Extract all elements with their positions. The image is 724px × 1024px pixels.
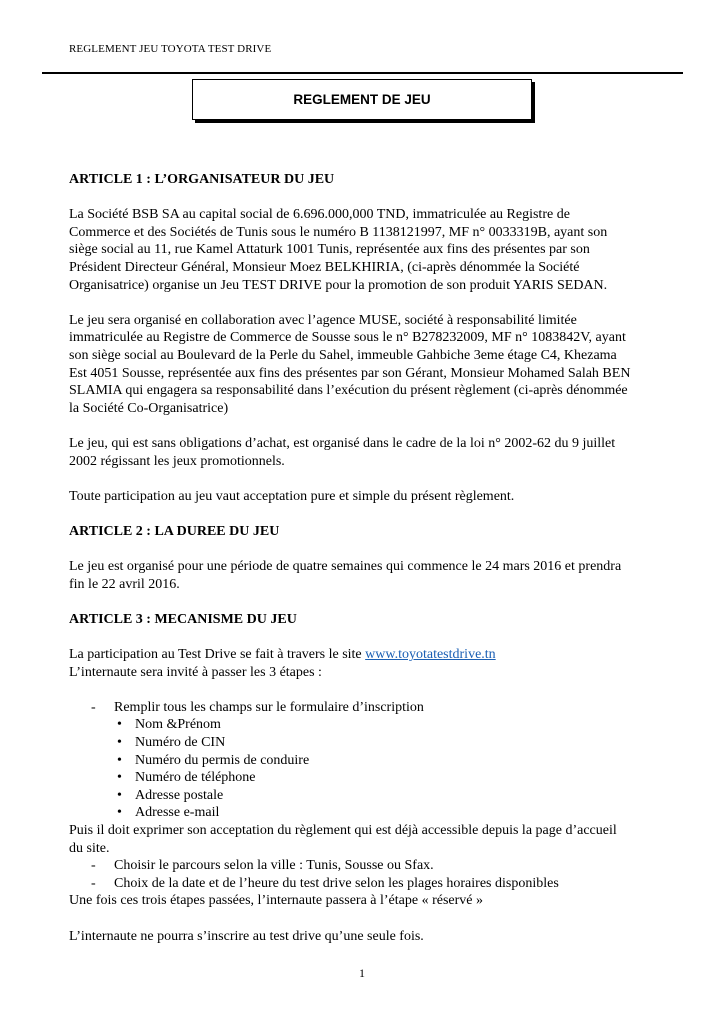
article1-heading: ARTICLE 1 : L’ORGANISATEUR DU JEU: [69, 172, 335, 187]
step-text: Choix de la date et de l’heure du test drive selon les plages horaires disponibles: [114, 875, 559, 891]
bullet-icon: •: [117, 770, 122, 786]
text-line: Le jeu est organisé pour une période de quatre semaines qui commence le 24 mars 2016 et prendra: [69, 559, 622, 575]
dash-marker: -: [91, 858, 96, 874]
article3-intro: [69, 646, 659, 681]
bullet-icon: •: [117, 805, 122, 821]
text-line: SLAMIA qui engagera sa responsabilité dans l’exécution du présent règlement (ci-après dénommée: [69, 383, 628, 399]
list-item: [117, 734, 659, 752]
title-box: [192, 79, 532, 120]
article1-paragraph-1: [69, 206, 659, 294]
text-line: immatriculée au Registre de Commerce de Sousse sous le n° B278232009, MF n° 1083842V, ayant: [69, 330, 626, 346]
bullet-icon: •: [117, 752, 122, 768]
closing-line-1: Une fois ces trois étapes passées, l’internaute passera à l’étape « réservé »: [69, 893, 483, 909]
step-1: [91, 699, 659, 717]
text-line: Le jeu sera organisé en collaboration avec l’agence MUSE, société à responsabilité limitée: [69, 312, 577, 328]
acceptance-paragraph: [69, 822, 659, 857]
field-name: Numéro du permis de conduire: [135, 752, 310, 768]
text-line: 2002 régissant les jeux promotionnels.: [69, 453, 285, 469]
text-line: Organisatrice) organise un Jeu TEST DRIVE pour la promotion de son produit YARIS SEDAN.: [69, 277, 608, 293]
step-text: Choisir le parcours selon la ville : Tunis, Sousse ou Sfax.: [114, 858, 434, 874]
list-item: [117, 716, 659, 734]
text-line: siège social au 11, rue Kamel Attaturk 1001 Tunis, représentée aux fins des présentes par son: [69, 242, 590, 258]
text-line: fin le 22 avril 2016.: [69, 576, 180, 592]
article1-paragraph-3: [69, 435, 659, 470]
article2-paragraph-1: [69, 558, 659, 593]
page-number: 1: [359, 966, 365, 980]
list-item: [117, 787, 659, 805]
website-link[interactable]: www.toyotatestdrive.tn: [365, 647, 496, 663]
field-name: Numéro de téléphone: [135, 770, 256, 786]
field-name: Adresse e-mail: [135, 805, 220, 821]
text-line: Commerce et des Sociétés de Tunis sous le numéro B 1138121997, MF n° 0033319B, ayant son: [69, 224, 608, 240]
bullet-icon: •: [117, 735, 122, 750]
text-line: Le jeu, qui est sans obligations d’achat, est organisé dans le cadre de la loi n° 2002-62 du 9 juillet: [69, 435, 616, 451]
text-line: Puis il doit exprimer son acceptation du règlement qui est déjà accessible depuis la page d’accueil: [69, 822, 617, 838]
bullet-icon: •: [117, 717, 122, 733]
list-item: [117, 769, 659, 787]
step-text: Remplir tous les champs sur le formulaire d’inscription: [114, 699, 424, 715]
field-name: Adresse postale: [135, 787, 224, 803]
intro-text: La participation au Test Drive se fait à travers le site: [69, 647, 366, 663]
text-line: Président Directeur Général, Monsieur Moez BELKHIRIA, (ci-après dénommée la Société: [69, 259, 580, 275]
text-line: La Société BSB SA au capital social de 6.696.000,000 TND, immatriculée au Registre de: [69, 207, 570, 223]
text-line: Est 4051 Sousse, représentée aux fins des présentes par son Gérant, Monsieur Mohamed Salah BEN: [69, 365, 631, 381]
document-body: [69, 171, 659, 945]
text-line: son siège social au Boulevard de la Perle du Sahel, immeuble Gahbiche 3eme étage C4, Khezama: [69, 347, 617, 363]
article3-heading: ARTICLE 3 : MECANISME DU JEU: [69, 611, 297, 627]
dash-marker: -: [91, 699, 96, 715]
article1-paragraph-4: Toute participation au jeu vaut acceptation pure et simple du présent règlement.: [69, 488, 515, 504]
bullet-icon: •: [117, 787, 122, 803]
list-item: [117, 752, 659, 770]
text-line: la Société Co-Organisatrice): [69, 400, 229, 416]
intro-line-2: L’internaute sera invité à passer les 3 étapes :: [69, 664, 322, 680]
closing-line-2: L’internaute ne pourra s’inscrire au test drive qu’une seule fois.: [69, 928, 424, 944]
header-rule: [42, 72, 683, 74]
article1-paragraph-2: [69, 312, 659, 418]
document-title: REGLEMENT DE JEU: [293, 92, 431, 107]
field-name: Numéro de CIN: [135, 735, 226, 750]
field-name: Nom &Prénom: [135, 717, 221, 733]
article2-heading: ARTICLE 2 : LA DUREE DU JEU: [69, 523, 280, 539]
text-line: du site.: [69, 840, 110, 856]
step-3: [91, 875, 659, 893]
running-header: REGLEMENT JEU TOYOTA TEST DRIVE: [69, 43, 272, 55]
list-item: [117, 804, 659, 822]
step-2: [91, 857, 659, 875]
dash-marker: -: [91, 875, 96, 891]
